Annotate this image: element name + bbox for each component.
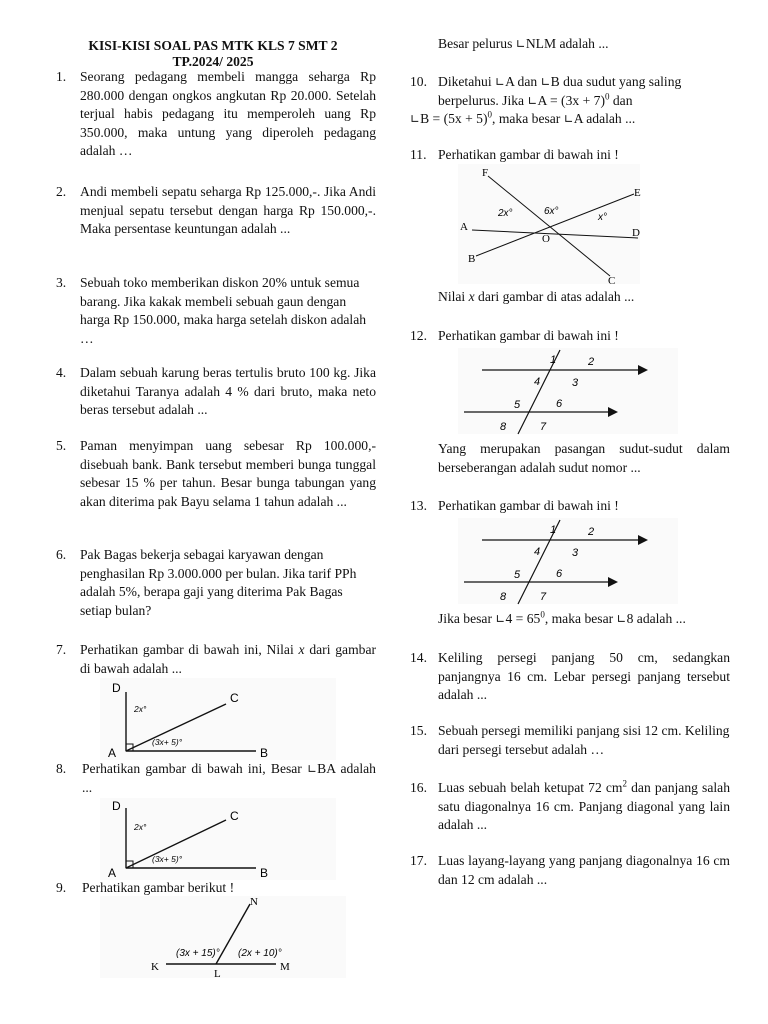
label-O: O — [542, 233, 550, 245]
question-number: 14. — [410, 650, 427, 665]
label-lower-angle: (3x+ 5)° — [152, 737, 183, 747]
label-B: B — [260, 866, 269, 880]
question-number: 1. — [56, 69, 67, 84]
label-C: C — [230, 809, 239, 823]
question-number: 6. — [56, 547, 67, 562]
question-text: Seorang pedagang membeli mangga seharga Rp 280.000 dengan ongkos angkutan Rp 20.000. Setelah terjual habis pedagang itu memperoleh uang Rp 350.000, maka untung yang diperoleh pedagang adalah … — [80, 69, 376, 158]
question-number: 2. — [56, 184, 67, 199]
question-text: Besar pelurus ∟NLM adalah ... — [438, 36, 609, 51]
label-A: A — [460, 221, 468, 233]
question-text: Perhatikan gambar berikut ! — [82, 880, 235, 895]
page-title — [50, 38, 376, 70]
question-number: 15. — [410, 723, 427, 738]
question-number: 12. — [410, 328, 427, 343]
angle-number: 8 — [500, 421, 507, 433]
label-left-angle: (3x + 15)° — [176, 948, 220, 959]
angle-number: 1 — [550, 524, 557, 536]
angle-number: 5 — [514, 569, 521, 581]
question-text: Diketahui ∟A dan ∟B dua sudut yang saling berpelurus. Jika ∟A = $(3x + 7)^0$ dan ∟B = $(5x + 5)^0$, maka besar ∟A adalah ... — [410, 74, 682, 126]
label-N: N — [250, 896, 258, 908]
label-B: B — [260, 746, 269, 760]
question-text: Yang merupakan pasangan sudut-sudut dalam berseberangan adalah sudut nomor ... — [438, 441, 730, 475]
angle-number: 5 — [514, 399, 521, 411]
question-text: Pak Bagas bekerja sebagai karyawan dengan penghasilan Rp 3.000.000 per bulan. Jika tarif PPh adalah 5%, berapa gaji yang diterima Pak Bagas setiap bulan? — [80, 547, 357, 618]
question-number: 17. — [410, 853, 427, 868]
angle-number: 7 — [540, 421, 547, 433]
angle-symbol: ∟ — [307, 762, 318, 776]
angle-number: 7 — [540, 591, 547, 603]
figure-9-angle — [100, 896, 346, 978]
label-upper-angle: 2x° — [134, 822, 147, 832]
question-number: 5. — [56, 438, 67, 453]
question-number: 3. — [56, 275, 67, 290]
question-number: 13. — [410, 498, 427, 513]
question-number: 7. — [56, 642, 67, 657]
question-text: Jika besar ∟4 = $65^0$, maka besar ∟8 adalah ... — [438, 609, 686, 626]
question-text: Paman menyimpan uang sebesar Rp 100.000,- disebuah bank. Bank tersebut memberi bunga tunggal sebesar 15 % per tahun. Besar bunga tabungan yang akan diterima pak Bayu selama 1 tahun adalah ... — [80, 438, 376, 509]
label-C: C — [608, 275, 616, 287]
title-line-2: TP.2024/ 2025 — [172, 54, 254, 69]
question-text: Dalam sebuah karung beras tertulis bruto 100 kg. Jika diketahui Taranya adalah 4 % dari bruto, maka neto beras tersebut adalah ... — [80, 365, 376, 417]
question-text: Perhatikan gambar di bawah ini, Nilai x dari gambar di bawah adalah ... — [80, 642, 377, 676]
title-line-1: KISI-KISI SOAL PAS MTK KLS 7 SMT 2 — [88, 38, 338, 53]
label-D: D — [632, 227, 640, 239]
angle-number: 3 — [572, 547, 579, 559]
angle-number: 6 — [556, 398, 563, 410]
label-F: F — [482, 167, 489, 179]
label-A: A — [108, 746, 117, 760]
label-E: E — [634, 187, 641, 199]
angle-number: 4 — [534, 546, 541, 558]
figure-7-angle — [100, 678, 336, 760]
figure-12-parallel-lines — [458, 348, 678, 434]
label-angle-2x: 2x° — [498, 208, 513, 219]
angle-symbol: ∟ — [515, 37, 526, 51]
label-A: A — [108, 866, 117, 880]
question-text: Perhatikan gambar di bawah ini, Besar ∟BA adalah ... — [82, 761, 376, 795]
figure-11-lines — [458, 164, 641, 287]
question-text: Luas layang-layang yang panjang diagonalnya 16 cm dan 12 cm adalah ... — [438, 853, 730, 887]
question-text: Sebuah persegi memiliki panjang sisi 12 cm. Keliling dari persegi tersebut adalah … — [438, 723, 730, 757]
figure-8-angle — [100, 798, 336, 880]
label-angle-x: x° — [598, 212, 607, 223]
label-L: L — [214, 968, 221, 980]
question-text: Keliling persegi panjang 50 cm, sedangkan panjangnya 16 cm. Lebar persegi panjang tersebut adalah ... — [438, 650, 730, 702]
question-number: 4. — [56, 365, 67, 380]
label-angle-6x: 6x° — [544, 206, 559, 217]
question-text: Perhatikan gambar di bawah ini ! — [438, 147, 619, 162]
question-text: Nilai x dari gambar di atas adalah ... — [438, 289, 635, 304]
angle-number: 2 — [588, 356, 595, 368]
label-D: D — [112, 799, 121, 813]
angle-number: 8 — [500, 591, 507, 603]
question-number: 16. — [410, 780, 427, 795]
question-number: 8. — [56, 761, 67, 776]
question-text: Andi membeli sepatu seharga Rp 125.000,-. Jika Andi menjual sepatu tersebut dengan harga Rp 150.000,-. Maka persentase keuntungan adalah ... — [80, 184, 376, 236]
question-number: 9. — [56, 880, 67, 895]
question-text: Sebuah toko memberikan diskon 20% untuk semua barang. Jika kakak membeli sebuah gaun dengan harga Rp 150.000, maka harga setelah diskon adalah … — [80, 275, 367, 346]
label-right-angle: (2x + 10)° — [238, 948, 282, 959]
question-number: 11. — [410, 147, 427, 162]
angle-number: 6 — [556, 568, 563, 580]
question-number: 10. — [410, 74, 427, 89]
angle-number: 4 — [534, 376, 541, 388]
angle-number: 1 — [550, 354, 557, 366]
angle-number: 2 — [588, 526, 595, 538]
label-C: C — [230, 691, 239, 705]
label-M: M — [280, 961, 290, 973]
question-text: Perhatikan gambar di bawah ini ! — [438, 328, 619, 343]
label-D: D — [112, 681, 121, 695]
label-lower-angle: (3x+ 5)° — [152, 854, 183, 864]
question-text: Luas sebuah belah ketupat 72 $cm^2$ dan panjang salah satu diagonalnya 16 cm. Panjang diagonal yang lain adalah ... — [438, 778, 730, 832]
label-upper-angle: 2x° — [134, 704, 147, 714]
question-text: Perhatikan gambar di bawah ini ! — [438, 498, 619, 513]
angle-number: 3 — [572, 377, 579, 389]
figure-13-parallel-lines — [458, 518, 678, 604]
label-K: K — [151, 961, 159, 973]
label-B: B — [468, 253, 476, 265]
